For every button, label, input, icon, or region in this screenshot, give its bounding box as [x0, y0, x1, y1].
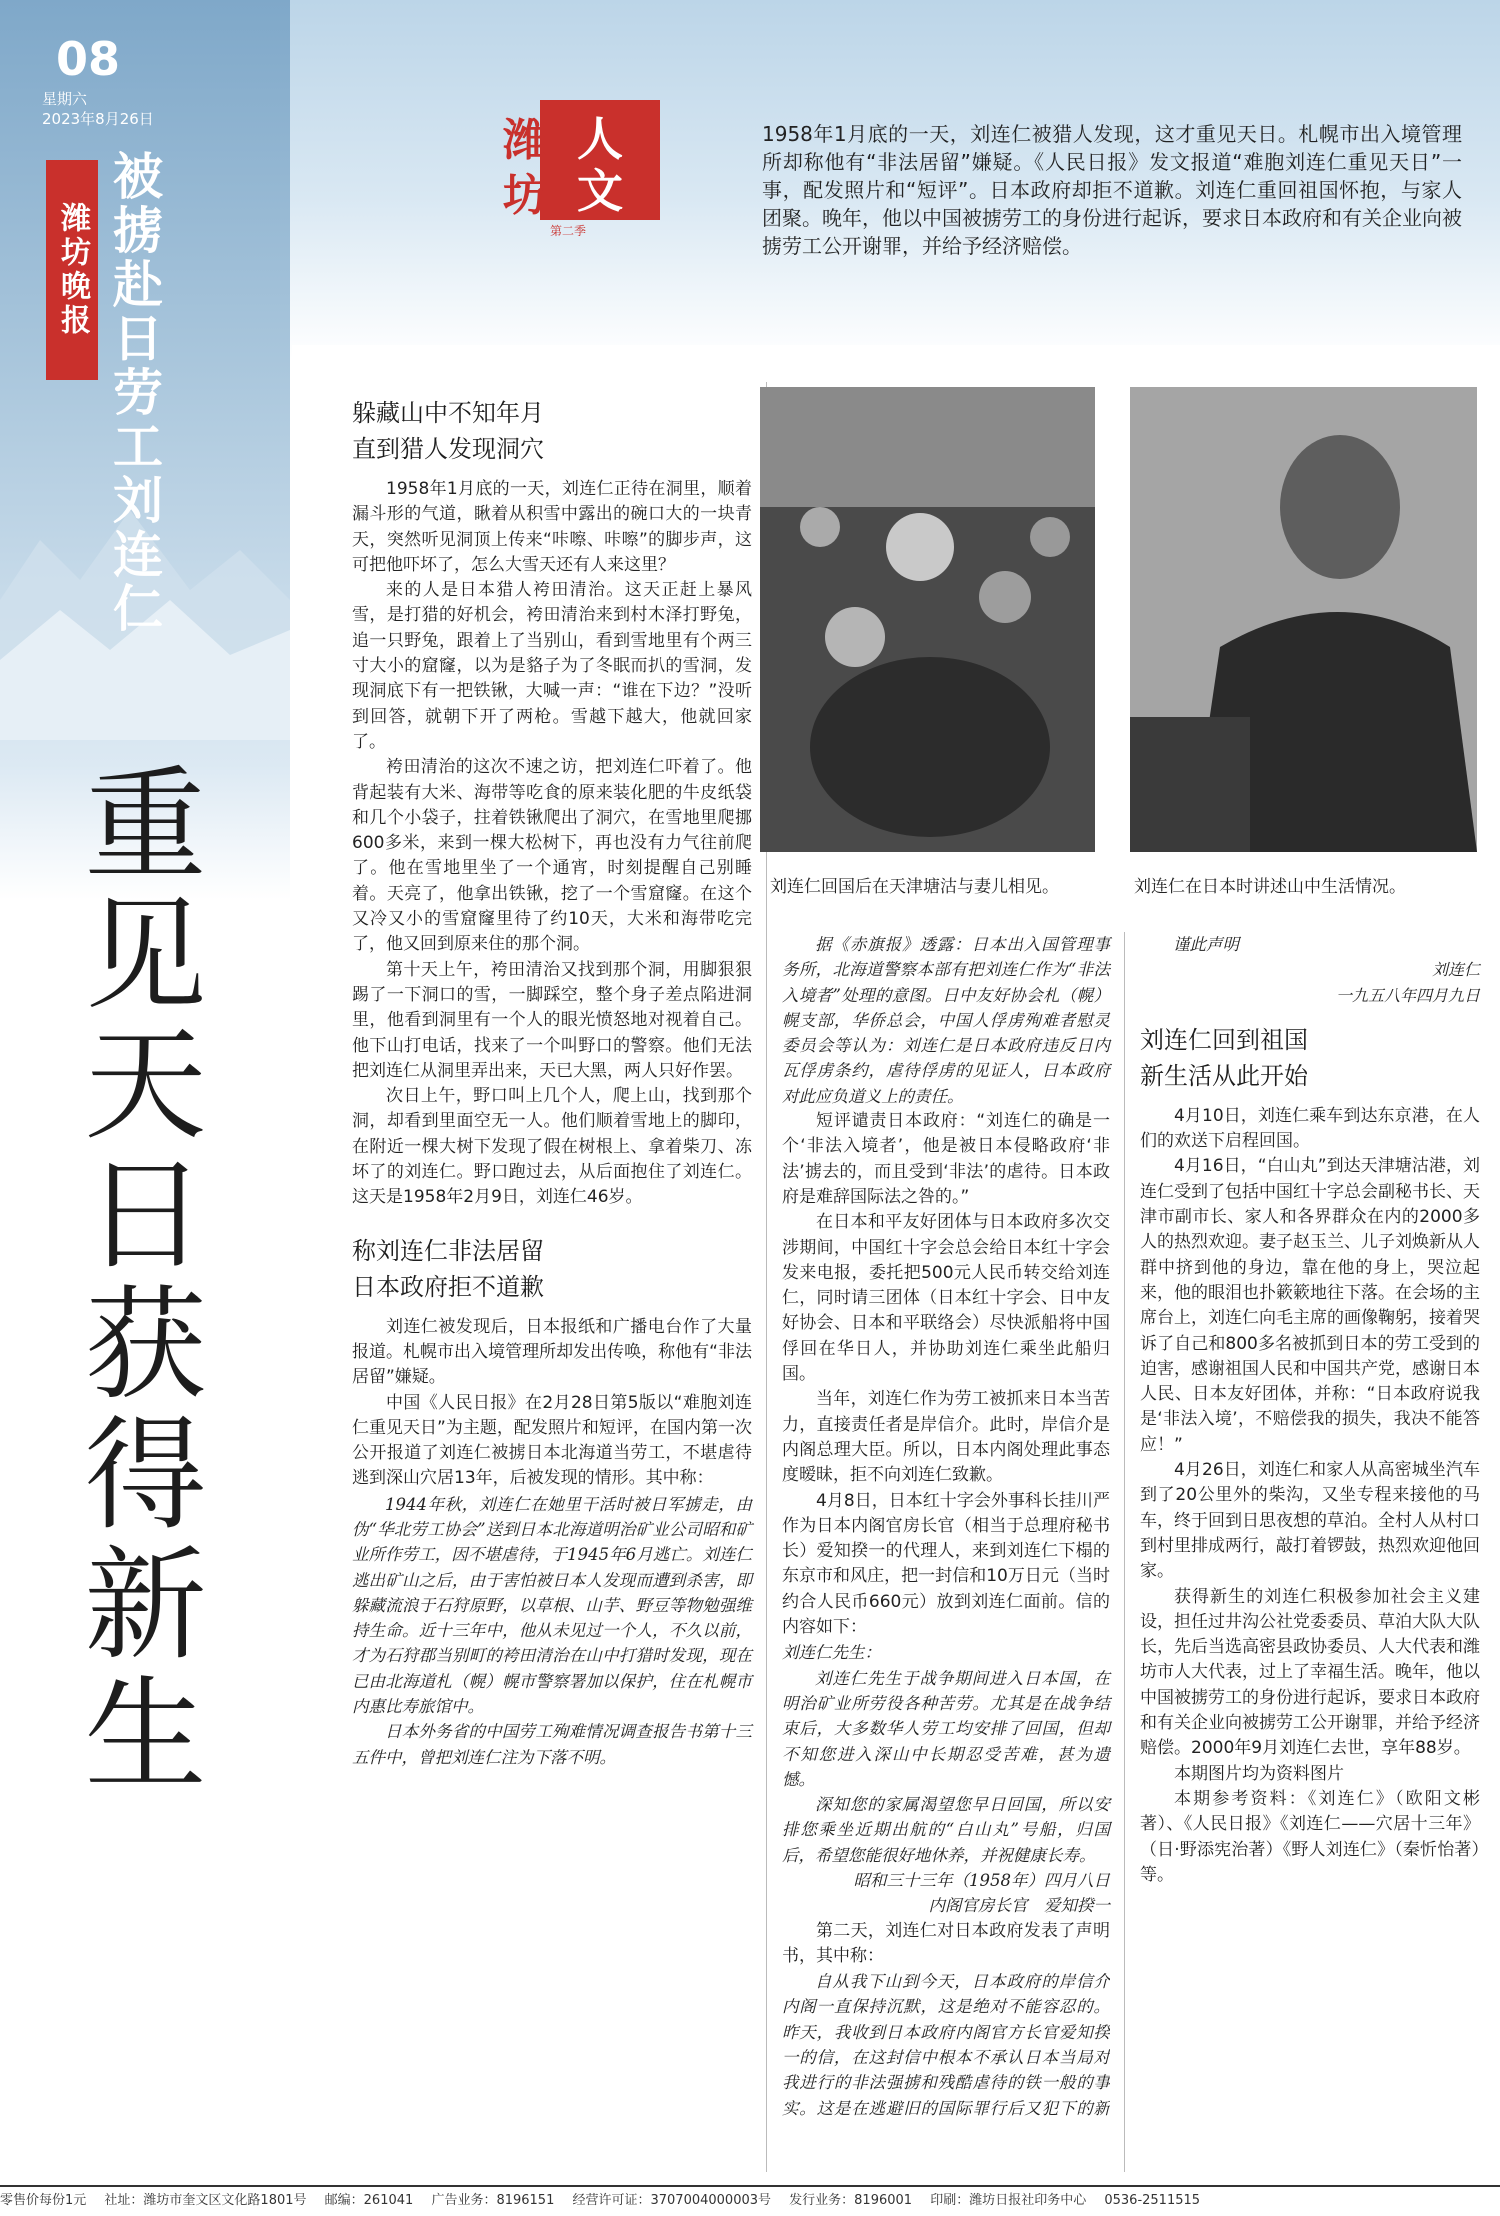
photo-caption: 刘连仁回国后在天津塘沽与妻儿相见。	[770, 877, 1059, 897]
paragraph: 4月16日，“白山丸”到达天津塘沽港，刘连仁受到了包括中国红十字总会副秘书长、天津市副市长、家人和各界群众在内的2000多人的热烈欢迎。妻子赵玉兰、儿子刘焕新从人群中挤到他的身边，靠在他的身上，哭泣起来，他的眼泪也扑簌簌地往下落。在会场的主席台上，刘连仁向毛主席的画像鞠躬，接着哭诉了自己和800多名被抓到日本的劳工受到的迫害，感谢祖国人民和中国共产党，感谢日本人民、日本友好团体，并称：“日本政府说我是‘非法入境’，不赔偿我的损失，我决不能答应！”	[1140, 1156, 1480, 1455]
section-title-line: 直到猎人发现洞穴	[352, 435, 544, 463]
section-title-line: 刘连仁回到祖国	[1140, 1025, 1308, 1054]
paragraph: 1958年1月底的一天，刘连仁正待在洞里，顺着漏斗形的气道，瞅着从积雪中露出的碗口大的一块青天，突然听见洞顶上传来“咔嚓、咔嚓”的脚步声，这可把他吓坏了，怎么大雪天还有人来这里？	[352, 479, 752, 575]
quote-paragraph: 日本外务省的中国劳工殉难情况调查报告书第十三五件中，曾把刘连仁注为下落不明。	[352, 1722, 752, 1767]
footer-item: 0536-2511515	[1104, 2193, 1201, 2208]
svg-text:潍: 潍	[503, 115, 547, 166]
footer-item: 广告业务：8196151	[431, 2193, 555, 2208]
paragraph: 本期参考资料：《刘连仁》（欧阳文彬著）、《人民日报》《刘连仁——穴居十三年》（日·野添宪治著）《野人刘连仁》（秦忻怡著）等。	[1140, 1788, 1480, 1885]
paragraph: 来的人是日本猎人袴田清治。这天正赶上暴风雪，是打猎的好机会，袴田清治来到村木泽打野兔，追一只野兔，跟着上了当别山，看到雪地里有个两三寸大小的窟窿，以为是貉子为了冬眠而扒的雪洞，发现洞底下有一把铁锹，大喊一声：“谁在下边？”没听到回答，就朝下开了两枪。雪越下越大，他就回家了。	[352, 580, 752, 752]
footer-item: 印刷：潍坊日报社印务中心	[930, 2193, 1087, 2208]
statement-signature: 刘连仁	[1431, 960, 1480, 980]
section-title	[352, 395, 752, 467]
main-headline: 重见天日获得新生	[64, 760, 206, 1800]
quote-paragraph: 据《赤旗报》透露：日本出入国管理事务所，北海道警察本部有把刘连仁作为“非法入境者”处理的意图。日中友好协会札（幌）幌支部，华侨总会，中国人俘虏殉难者慰灵委员会等认为：刘连仁是日本政府违反日内瓦俘虏条约，虐待俘虏的见证人，日本政府对此应负道义上的责任。	[782, 935, 1110, 1106]
article-body	[292, 345, 1500, 2175]
letter-salutation: 刘连仁先生：	[782, 1643, 881, 1663]
footer-item: 发行业务：8196001	[789, 2193, 913, 2208]
statement-date: 一九五八年四月九日	[1335, 985, 1480, 1005]
section-title	[352, 1233, 752, 1305]
column-middle	[782, 932, 1110, 2121]
issue-date: 2023年8月26日	[42, 110, 154, 128]
svg-text:文: 文	[577, 164, 623, 218]
paragraph: 4月10日，刘连仁乘车到达东京港，在人们的欢送下启程回国。	[1140, 1105, 1480, 1152]
quote-paragraph: 1944年秋，刘连仁在她里干活时被日军掳走，由伪“华北劳工协会”送到日本北海道明治矿业公司昭和矿业所作劳工，因不堪虐待，于1945年6月逃亡。刘连仁逃出矿山之后，由于害怕被日本人发现而遭到杀害，即躲藏流浪于石狩原野，以草根、山芋、野豆等物勉强维持生命。近十三年中，他从未见过一个人，不久以前，才为石狩郡当别町的袴田清治在山中打猎时发现，现在已由北海道札（幌）幌市警察署加以保护，住在札幌市内惠比寿旅馆中。	[352, 1494, 752, 1717]
svg-text:人: 人	[577, 112, 623, 166]
letter-signer: 内阁官房长官 爱知揆一	[928, 1896, 1110, 1916]
paper-logo: 潍坊晚报	[46, 160, 98, 380]
paragraph: 4月26日，刘连仁和家人从高密城坐汽车到了20公里外的柴沟，又坐专程来接他的马车，终于回到日思夜想的草泊。全村人从村口到村里排成两行，敲打着锣鼓，热烈欢迎他回家。	[1140, 1460, 1480, 1582]
column-badge	[480, 95, 670, 245]
letter-body: 深知您的家属渴望您早日回国，所以安排您乘坐近期出航的“白山丸”号船，归国后，希望您能很好地休养，并祝健康长寿。	[782, 1795, 1110, 1865]
page-number: 08	[56, 32, 121, 86]
photo-interview	[1130, 387, 1477, 852]
column-right	[1140, 932, 1480, 1888]
paragraph: 刘连仁被发现后，日本报纸和广播电台作了大量报道。札幌市出入境管理所却发出传唤，称他有“非法居留”嫌疑。	[352, 1316, 752, 1388]
paragraph: 中国《人民日报》在2月28日第5版以“难胞刘连仁重见天日”为主题，配发照片和短评，在国内第一次公开报道了刘连仁被掳日本北海道当劳工，不堪虐待逃到深山穴居13年，后被发现的情形。其中称：	[352, 1392, 752, 1489]
footer-item: 社址：潍坊市奎文区文化路1801号	[104, 2193, 307, 2208]
statement-close: 谨此声明	[1173, 935, 1239, 954]
svg-text:第二季: 第二季	[549, 224, 587, 238]
letter-body: 刘连仁先生于战争期间进入日本国，在明治矿业所劳役各种苦劳。尤其是在战争结束后，大多数华人劳工均安排了回国，但却不知您进入深山中长期忍受苦难，甚为遗憾。	[782, 1668, 1110, 1789]
weekday: 星期六	[42, 90, 88, 108]
series-subtitle: 被掳赴日劳工刘连仁	[105, 150, 163, 636]
footer-item: 经营许可证：3707004000003号	[572, 2193, 772, 2208]
section-title-line: 日本政府拒不道歉	[352, 1272, 544, 1301]
letter-date: 昭和三十三年（1958年）四月八日	[853, 1870, 1110, 1890]
paragraph: 袴田清治的这次不速之访，把刘连仁吓着了。他背起装有大米、海带等吃食的原来装化肥的牛皮纸袋和几个小袋子，拄着铁锹爬出了洞穴，在雪地里爬挪600多米，来到一棵大松树下，再也没有力气往前爬了。他在雪地里坐了一个通宵，时刻提醒自己别睡着。天亮了，他拿出铁锹，挖了一个雪窟窿。在这个又冷又小的雪窟窿里待了约10天，大米和海带吃完了，他又回到原来住的那个洞。	[352, 757, 752, 955]
paragraph: 在日本和平友好团体与日本政府多次交涉期间，中国红十字会总会给日本红十字会发来电报，委托把500元人民币转交给刘连仁，同时请三团体（日本红十字会、日中友好协会、日本和平联络会）尽快派船将中国俘回在华日人，并协助刘连仁乘坐此船归国。	[782, 1212, 1110, 1385]
section-title	[1140, 1022, 1480, 1094]
paragraph: 短评谴责日本政府：“刘连仁的确是一个‘非法入境者’，他是被日本侵略政府‘非法’掳去的，而且受到‘非法’的虐待。日本政府是难辞国际法之咎的。”	[782, 1111, 1110, 1207]
photo-caption: 刘连仁在日本时讲述山中生活情况。	[1134, 877, 1406, 897]
column-divider	[1124, 932, 1125, 2172]
paragraph: 本期图片均为资料图片	[1174, 1763, 1344, 1784]
footer-bar	[0, 2185, 1500, 2216]
paragraph: 4月8日，日本红十字会外事科长挂川严作为日本内阁官房长官（相当于总理府秘书长）爱知揆一的代理人，来到刘连仁下榻的东京市和风庄，把一封信和10万日元（当时约合人民币660元）放到刘连仁面前。信的内容如下：	[782, 1490, 1110, 1638]
section-title-line: 称刘连仁非法居留	[352, 1236, 544, 1265]
footer-item: 邮编：261041	[324, 2193, 414, 2208]
paragraph: 第十天上午，袴田清治又找到那个洞，用脚狠狠踢了一下洞口的雪，一脚踩空，整个身子差点陷进洞里，他看到洞里有一个人的眼光愤怒地对视着自己。他下山打电话，找来了一个叫野口的警察。他们无法把刘连仁从洞里弄出来，天已大黑，两人只好作罢。	[352, 959, 752, 1081]
photo-reunion	[760, 387, 1095, 852]
intro-paragraph: 1958年1月底的一天，刘连仁被猎人发现，这才重见天日。札幌市出入境管理所却称他有“非法居留”嫌疑。《人民日报》发文报道“难胞刘连仁重见天日”一事，配发照片和“短评”。日本政府却拒不道歉。刘连仁重回祖国怀抱，与家人团聚。晚年，他以中国被掳劳工的身份进行起诉，要求日本政府和有关企业向被掳劳工公开谢罪，并给予经济赔偿。	[762, 122, 1462, 258]
section-title-line: 躲藏山中不知年月	[352, 399, 544, 427]
statement-paragraph: 自从我下山到今天，日本政府的岸信介内阁一直保持沉默，这是绝对不能容忍的。昨天，我收到日本政府内阁官方长官爱知揆一的信，在这封信中根本不承认日本当局对我进行的非法强掳和残酷虐待的铁一般的事实。这是在逃避旧的国际罪行后又犯下的新	[782, 1972, 1110, 2118]
paragraph: 第二天，刘连仁对日本政府发表了声明书，其中称：	[782, 1920, 1110, 1966]
section-title-line: 新生活从此开始	[1140, 1061, 1308, 1090]
svg-text:坊: 坊	[503, 170, 547, 221]
paragraph: 次日上午，野口叫上几个人，爬上山，找到那个洞，却看到里面空无一人。他们顺着雪地上的脚印，在附近一棵大树下发现了假在树根上、拿着柴刀、冻坏了的刘连仁。野口跑过去，从后面抱住了刘连仁。这天是1958年2月9日，刘连仁46岁。	[352, 1086, 752, 1208]
paragraph: 当年，刘连仁作为劳工被抓来日本当苦力，直接责任者是岸信介。此时，岸信介是内阁总理大臣。所以，日本内阁处理此事态度暧昧，拒不向刘连仁致歉。	[782, 1389, 1110, 1486]
footer-item: 零售价每份1元	[0, 2193, 87, 2208]
paragraph: 获得新生的刘连仁积极参加社会主义建设，担任过井沟公社党委委员、草泊大队大队长，先后当选高密县政协委员、人大代表和潍坊市人大代表，过上了幸福生活。晚年，他以中国被掳劳工的身份进行起诉，要求日本政府和有关企业向被掳劳工公开谢罪，并给予经济赔偿。2000年9月刘连仁去世，享年88岁。	[1140, 1586, 1480, 1759]
column-left	[352, 395, 752, 1770]
